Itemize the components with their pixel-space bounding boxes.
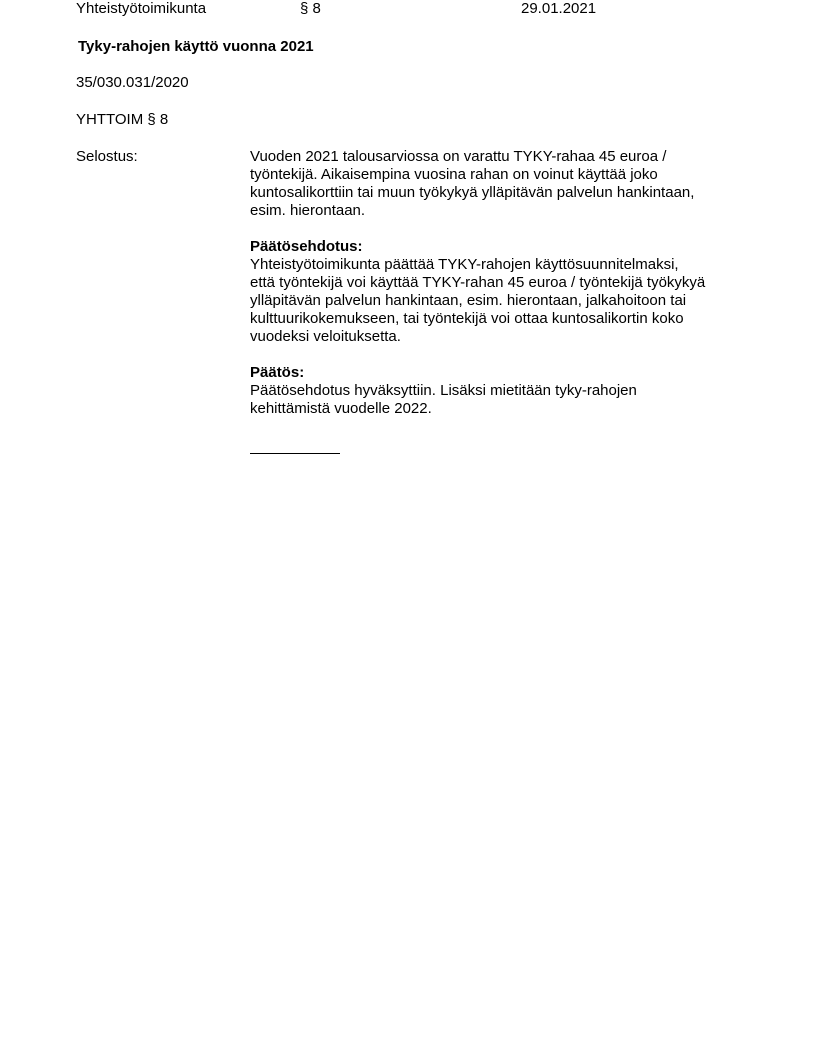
- document-body: [250, 148, 750, 454]
- text-line: Päätösehdotus hyväksyttiin. Lisäksi mietitään tyky-rahojen: [250, 382, 637, 399]
- text-line: kulttuurikokemukseen, tai työntekijä voi ottaa kuntosalikortin koko: [250, 310, 684, 327]
- text-line: vuodeksi veloituksetta.: [250, 328, 401, 345]
- text-line: ylläpitävän palvelun hankintaan, esim. hierontaan, jalkahoitoon tai: [250, 292, 687, 309]
- header-date: 29.01.2021: [521, 0, 597, 17]
- text-line: Vuoden 2021 talousarviossa on varattu TYKY-rahaa 45 euroa /: [250, 148, 667, 165]
- text-line: kehittämistä vuodelle 2022.: [250, 400, 432, 417]
- committee-reference: YHTTOIM § 8: [76, 111, 169, 128]
- text-line: kuntosalikorttiin tai muun työkykyä ylläpitävän palvelun hankintaan,: [250, 184, 695, 201]
- header-section-number: § 8: [300, 0, 321, 17]
- text-line: työntekijä. Aikaisempina vuosina rahan on voinut käyttää joko: [250, 166, 658, 183]
- selostus-label: Selostus:: [76, 148, 138, 165]
- header-organization: Yhteistyötoimikunta: [76, 0, 207, 17]
- decision-section: [250, 364, 750, 418]
- text-line: että työntekijä voi käyttää TYKY-rahan 45 euroa / työntekijä työkykyä: [250, 274, 706, 291]
- proposal-section: [250, 238, 750, 346]
- text-line: Yhteistyötoimikunta päättää TYKY-rahojen käyttösuunnitelmaksi,: [250, 256, 679, 273]
- proposal-heading: Päätösehdotus:: [250, 238, 363, 255]
- end-rule: [250, 436, 340, 454]
- decision-heading: Päätös:: [250, 364, 305, 381]
- document-title: Tyky-rahojen käyttö vuonna 2021: [78, 38, 314, 55]
- selostus-text: [250, 148, 750, 220]
- reference-number: 35/030.031/2020: [76, 74, 189, 91]
- text-line: esim. hierontaan.: [250, 202, 366, 219]
